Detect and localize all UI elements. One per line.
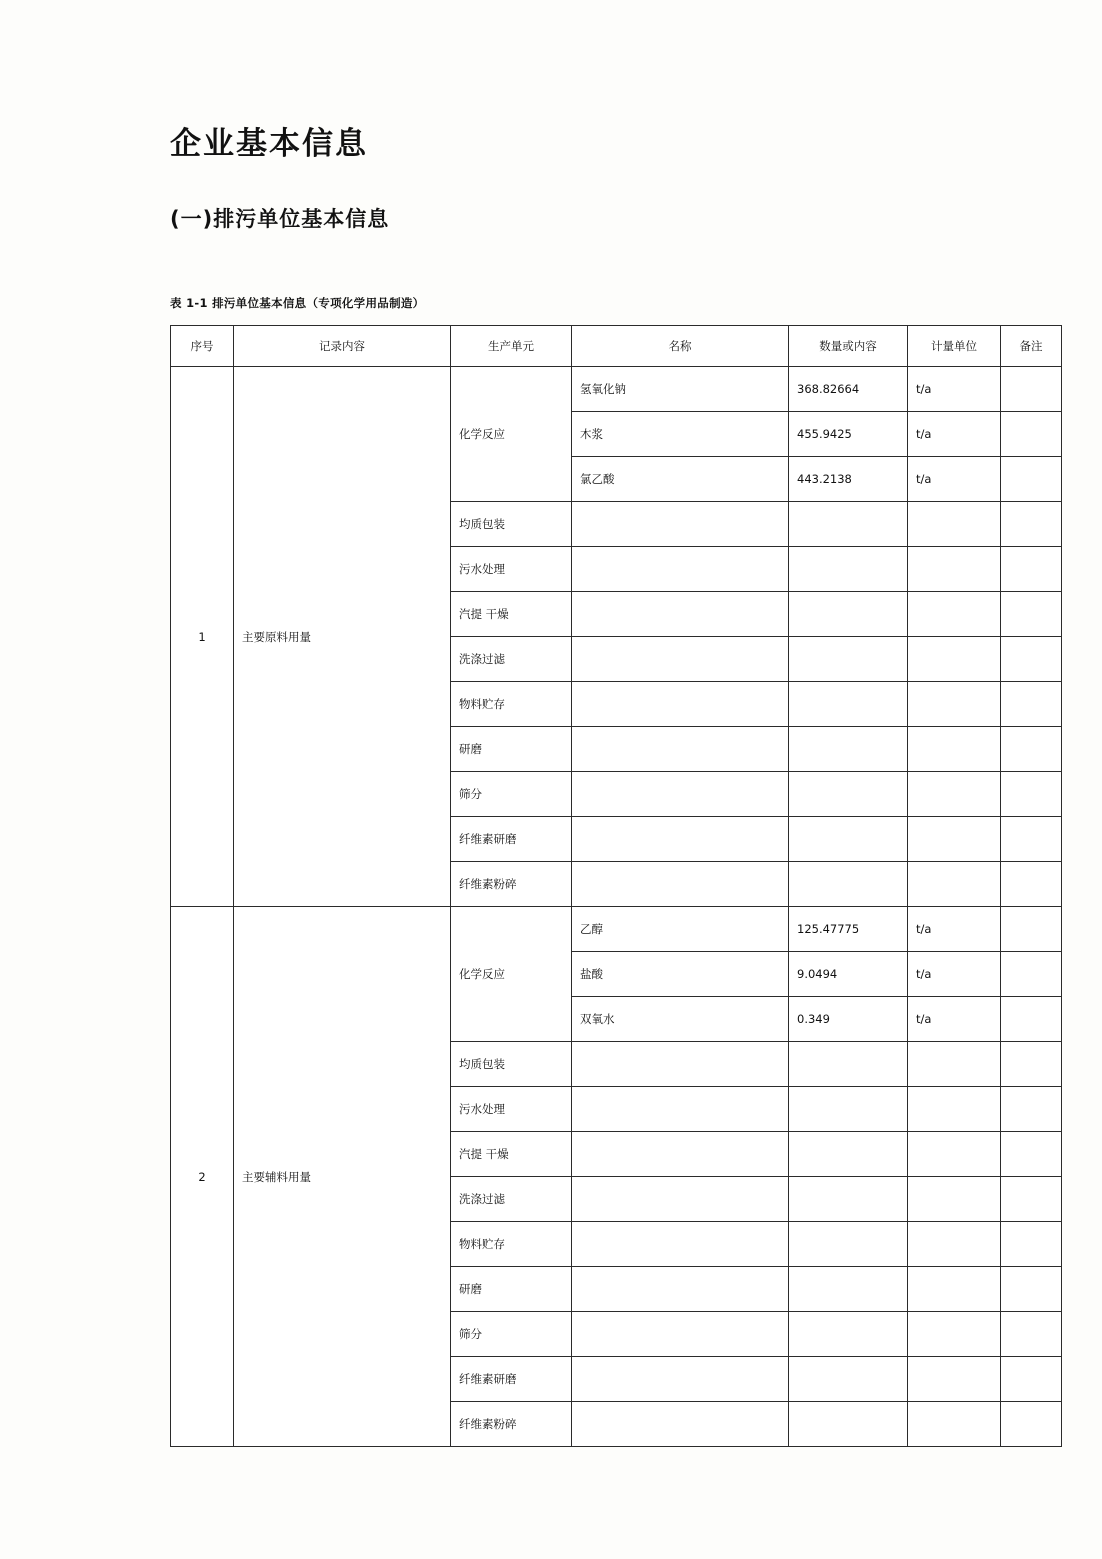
basic-info-table xyxy=(170,325,1062,1447)
cell-measurement-unit: t/a xyxy=(908,412,1001,457)
cell-seq: 1 xyxy=(171,367,234,907)
cell-production-unit: 化学反应 xyxy=(451,367,572,502)
cell-production-unit: 研磨 xyxy=(451,727,572,772)
cell-quantity xyxy=(789,547,908,592)
cell-measurement-unit xyxy=(908,547,1001,592)
cell-measurement-unit xyxy=(908,1402,1001,1447)
cell-production-unit: 洗涤过滤 xyxy=(451,637,572,682)
cell-quantity xyxy=(789,1357,908,1402)
cell-name: 双氧水 xyxy=(572,997,789,1042)
cell-quantity xyxy=(789,1402,908,1447)
cell-name xyxy=(572,1402,789,1447)
cell-note xyxy=(1001,772,1062,817)
cell-name xyxy=(572,1132,789,1177)
cell-name: 盐酸 xyxy=(572,952,789,997)
cell-note xyxy=(1001,412,1062,457)
cell-measurement-unit xyxy=(908,1222,1001,1267)
cell-measurement-unit xyxy=(908,1267,1001,1312)
cell-note xyxy=(1001,1222,1062,1267)
cell-note xyxy=(1001,637,1062,682)
cell-production-unit: 纤维素粉碎 xyxy=(451,1402,572,1447)
cell-measurement-unit xyxy=(908,1042,1001,1087)
cell-note xyxy=(1001,1267,1062,1312)
table-body xyxy=(171,367,1062,1447)
cell-measurement-unit xyxy=(908,682,1001,727)
cell-note xyxy=(1001,727,1062,772)
cell-measurement-unit xyxy=(908,1312,1001,1357)
cell-quantity xyxy=(789,1087,908,1132)
cell-measurement-unit xyxy=(908,637,1001,682)
cell-name xyxy=(572,817,789,862)
cell-name: 氢氧化钠 xyxy=(572,367,789,412)
cell-name: 木浆 xyxy=(572,412,789,457)
cell-production-unit: 纤维素研磨 xyxy=(451,817,572,862)
cell-measurement-unit: t/a xyxy=(908,457,1001,502)
cell-quantity xyxy=(789,1177,908,1222)
cell-measurement-unit xyxy=(908,727,1001,772)
cell-production-unit: 筛分 xyxy=(451,772,572,817)
cell-name xyxy=(572,1222,789,1267)
cell-name xyxy=(572,502,789,547)
cell-quantity: 455.9425 xyxy=(789,412,908,457)
cell-measurement-unit xyxy=(908,817,1001,862)
cell-note xyxy=(1001,502,1062,547)
header-quantity: 数量或内容 xyxy=(789,326,908,367)
cell-quantity xyxy=(789,727,908,772)
table-header-row xyxy=(171,326,1062,367)
cell-note xyxy=(1001,547,1062,592)
cell-name xyxy=(572,772,789,817)
cell-measurement-unit: t/a xyxy=(908,367,1001,412)
cell-name xyxy=(572,1312,789,1357)
cell-quantity xyxy=(789,772,908,817)
cell-measurement-unit: t/a xyxy=(908,997,1001,1042)
cell-quantity xyxy=(789,1312,908,1357)
cell-measurement-unit: t/a xyxy=(908,952,1001,997)
header-note: 备注 xyxy=(1001,326,1062,367)
table-header xyxy=(171,326,1062,367)
cell-quantity xyxy=(789,592,908,637)
cell-quantity xyxy=(789,817,908,862)
cell-production-unit: 均质包装 xyxy=(451,502,572,547)
cell-measurement-unit xyxy=(908,1087,1001,1132)
table-row xyxy=(171,367,1062,412)
cell-note xyxy=(1001,862,1062,907)
cell-quantity xyxy=(789,502,908,547)
cell-production-unit: 洗涤过滤 xyxy=(451,1177,572,1222)
cell-production-unit: 污水处理 xyxy=(451,1087,572,1132)
cell-production-unit: 筛分 xyxy=(451,1312,572,1357)
page-title: 企业基本信息 xyxy=(170,126,368,162)
cell-note xyxy=(1001,817,1062,862)
cell-name: 氯乙酸 xyxy=(572,457,789,502)
cell-name xyxy=(572,1087,789,1132)
cell-production-unit: 物料贮存 xyxy=(451,1222,572,1267)
cell-name xyxy=(572,1267,789,1312)
cell-quantity xyxy=(789,1267,908,1312)
cell-quantity: 125.47775 xyxy=(789,907,908,952)
header-production-unit: 生产单元 xyxy=(451,326,572,367)
cell-note xyxy=(1001,457,1062,502)
cell-note xyxy=(1001,907,1062,952)
document-content xyxy=(170,118,1043,1447)
cell-quantity xyxy=(789,637,908,682)
table-row xyxy=(171,907,1062,952)
cell-note xyxy=(1001,1402,1062,1447)
cell-quantity xyxy=(789,1042,908,1087)
cell-measurement-unit xyxy=(908,502,1001,547)
cell-name xyxy=(572,682,789,727)
cell-quantity: 368.82664 xyxy=(789,367,908,412)
cell-name xyxy=(572,1177,789,1222)
cell-note xyxy=(1001,952,1062,997)
cell-note xyxy=(1001,1357,1062,1402)
section-heading: (一)排污单位基本信息 xyxy=(170,207,390,231)
cell-production-unit: 污水处理 xyxy=(451,547,572,592)
cell-quantity: 9.0494 xyxy=(789,952,908,997)
cell-quantity xyxy=(789,1132,908,1177)
cell-production-unit: 汽提 干燥 xyxy=(451,592,572,637)
cell-name xyxy=(572,547,789,592)
cell-name xyxy=(572,862,789,907)
cell-measurement-unit xyxy=(908,1177,1001,1222)
cell-note xyxy=(1001,682,1062,727)
cell-note xyxy=(1001,1177,1062,1222)
cell-production-unit: 物料贮存 xyxy=(451,682,572,727)
cell-quantity xyxy=(789,682,908,727)
cell-production-unit: 化学反应 xyxy=(451,907,572,1042)
cell-name xyxy=(572,1357,789,1402)
header-name: 名称 xyxy=(572,326,789,367)
header-record-content: 记录内容 xyxy=(234,326,451,367)
cell-quantity xyxy=(789,862,908,907)
cell-measurement-unit xyxy=(908,592,1001,637)
cell-quantity: 443.2138 xyxy=(789,457,908,502)
cell-note xyxy=(1001,1312,1062,1357)
cell-quantity: 0.349 xyxy=(789,997,908,1042)
cell-note xyxy=(1001,997,1062,1042)
cell-production-unit: 纤维素粉碎 xyxy=(451,862,572,907)
cell-production-unit: 均质包装 xyxy=(451,1042,572,1087)
cell-note xyxy=(1001,367,1062,412)
header-measurement-unit: 计量单位 xyxy=(908,326,1001,367)
cell-name: 乙醇 xyxy=(572,907,789,952)
cell-seq: 2 xyxy=(171,907,234,1447)
cell-note xyxy=(1001,1042,1062,1087)
cell-measurement-unit xyxy=(908,862,1001,907)
cell-note xyxy=(1001,1132,1062,1177)
cell-name xyxy=(572,727,789,772)
cell-note xyxy=(1001,592,1062,637)
cell-measurement-unit xyxy=(908,772,1001,817)
cell-record-content: 主要辅料用量 xyxy=(234,907,451,1447)
cell-measurement-unit xyxy=(908,1357,1001,1402)
cell-production-unit: 纤维素研磨 xyxy=(451,1357,572,1402)
cell-production-unit: 汽提 干燥 xyxy=(451,1132,572,1177)
table-caption: 表 1-1 排污单位基本信息（专项化学用品制造） xyxy=(170,296,425,310)
cell-name xyxy=(572,592,789,637)
cell-measurement-unit xyxy=(908,1132,1001,1177)
cell-measurement-unit: t/a xyxy=(908,907,1001,952)
cell-name xyxy=(572,637,789,682)
cell-quantity xyxy=(789,1222,908,1267)
header-seq: 序号 xyxy=(171,326,234,367)
cell-production-unit: 研磨 xyxy=(451,1267,572,1312)
cell-name xyxy=(572,1042,789,1087)
cell-record-content: 主要原料用量 xyxy=(234,367,451,907)
cell-note xyxy=(1001,1087,1062,1132)
